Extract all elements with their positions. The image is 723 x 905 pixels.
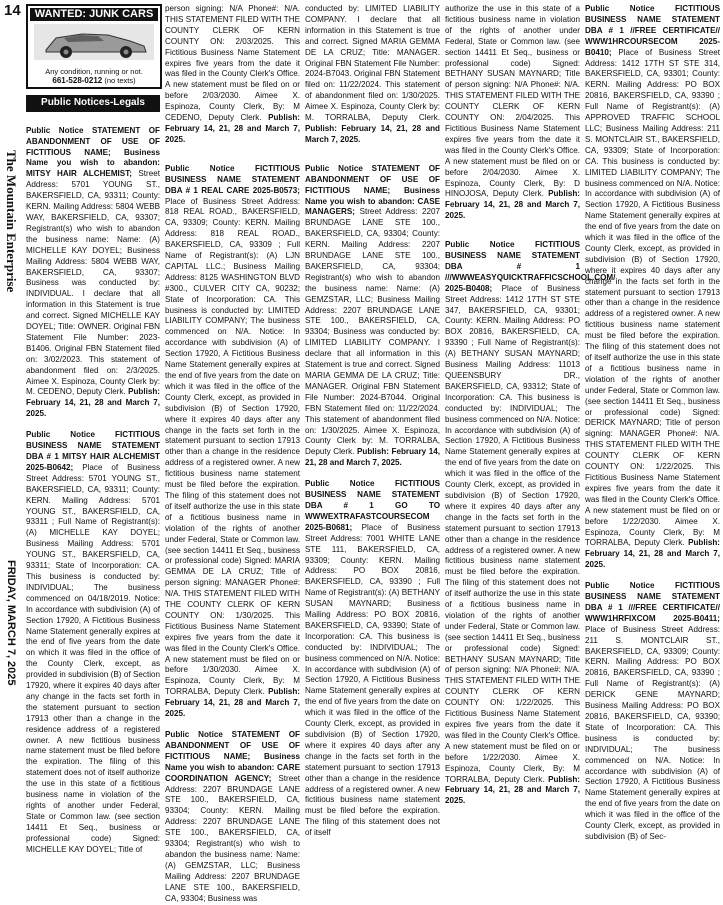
column-2 [165,4,301,903]
notice-body: Place of Business Street Address: 5701 YOUNG ST., BAKERSFIELD, CA, 93311; County: KERN. Mailing Address: 5701 YOUNG ST., BAKERSFIELD, CA, 93311 ; Full Name of Registrant(s): (A) MICHELLE KAY DOYEL; Business Mailing Address: 5701 YOUNG ST., BAKERSFIELD, CA, 93311; State of Incorporation: CA. This business is conducted by: INDIVIDUAL; The business commenced on 04/18/2019. Notice: In accordance with subdivision (A) of Section 17920, A Fictitious Business Name Statement generally expires at the end of five years from the date on which it was filed in the office of the County Clerk, except, as provided in subdivision (B) of Section 17920, where it expires 40 days after any change in the facts set forth in the statement pursuant to section 17913 other than a change in the residence address of a registered owner. A new fictitious business name statement must be filed before the expiration. The filing of this statement does not of itself authorize the use in this state of a fictitious business name in violation of the rights of another under Federal, State or Common law. (see section 14411 Et Seq., business or professional code) Signed: MICHELLE KAY DOYEL; Title of [26,462,160,854]
notice-body: Place of Business Street Address: 7001 WHITE LANE STE 111, BAKERSFIELD, CA, 93309; County: KERN. Mailing Address: PO BOX 20816, BAKERSFIELD, CA, 93390 ; Full Name of Registrant(s): (A) BETHANY SUSAN MAYNARD; Business Mailing Address: PO BOX 20816, BAKERSFIELD, CA, 93390; State of Incorporation: CA. This business is conducted by: INDIVIDUAL; The business commenced on N/A. Notice: In accordance with subdivision (A) of Section 17920, A Fictitious Business Name Statement generally expires at the end of five years from the date on which it was filed in the office of the County Clerk, except, as provided in subdivision (B) of Section 17920, where it expires 40 days after any change in the facts set forth in the statement pursuant to section 17913 other than a change in the residence address of a registered owner. A new fictitious business name statement must be filed before the expiration. The filing of this statement does not of itself [305,522,441,838]
notice-body: Street Address: 2207 BRUNDAGE LANE STE 100., BAKERSFIELD, CA, 93304; County: KERN. Mailing Address: 2207 BRUNDAGE LANE STE 100., BAKERSFIELD, CA, 93304; Registrant(s) who wish to abandon the business name: Name: (A) GEMZSTAR, LLC; Business Mailing Address: 2207 BRUNDAGE LANE STE 100., BAKERSFIELD, CA, 93304; Business was [165,773,301,903]
column-3 [305,4,440,847]
notice-body: Place of Business Street Address: 1412 17TH ST STE 314, BAKERSFIELD, CA, 93301; County: KERN. Mailing Address: PO BOX 20816, BAKERSFIELD, CA, 93390 ; Full Name of Registrant(s): (A) APPROVED TRAFFIC SCHOOL LLC; Business Mailing Address: 211 S. MONTCLAIR ST., BAKERSFIELD, CA, 93309; State of Incorporation: CA. This business is conducted by: LIMITED LIABILITY COMPANY; The business commenced on N/A. Notice: In accordance with subdivision (A) of Section 17920, A Fictitious Business Name Statement generally expires at the end of five years from the date on which it was filed in the office of the County Clerk, except, as provided in subdivision (B) of Section 17920, where it expires 40 days after any change in the facts set forth in the statement pursuant to section 17913 other than a change in the residence address of a registered owner. A new fictitious business name statement must be filed before the expiration. The filing of this statement does not of itself authorize the use in this state of a fictitious business name in violation of the rights of another under Federal, State or Common law. (see section 14411 Et Seq., business or professional code) Signed: DERICK MAYNARD; Title of person signing: MANAGER Phone#: N/A. THIS STATEMENT FILED WITH THE COUNTY CLERK OF KERN COUNTY ON: 1/22/2025. This Fictitious Business Name Statement expires five years from the date it was filed in the County Clerk's Office. A new statement must be filed on or before 1/22/2030. Aimee X. Espinoza, County Clerk, By: M TORRALBA, Deputy Clerk. [585,47,721,548]
notice-publish: Publish: February 14, 21, 28 and March 7, 2025. [445,774,580,806]
junk-cars-ad [26,4,162,89]
ad-phone: 661-528-0212 [52,75,103,85]
notice-publish: Publish: February 14, 21, 28 and March 7, 2025. [305,123,440,144]
notice [305,479,440,839]
notice-publish: Publish: February 14, 21, 28 and March 7, 2025. [165,113,300,144]
junk-car-image [34,24,154,60]
column-4 [445,4,616,847]
notice-body: Street Address: 2207 BRUNDAGE LANE STE 100., BAKERSFIELD, CA, 93304; County: KERN. Mailing Address: 2207 BRUNDAGE LANE STE 100., BAKERSFIELD, CA, 93304; Registrant(s) who wish to abandon the business name: Name: (A) GEMZSTAR, LLC; Business Mailing Address: 2207 BRUNDAGE LANE STE 100., BAKERSFIELD, CA, 93304; Business was conducted by: LIMITED LIABILITY COMPANY. I declare that all information in this Statement is true and correct. Signed MARIA GEMMA DE LA CRUZ; Title: MANAGER. Original FBN Statement File Number: 2024-B7044. Original FBN Statement filed on: 11/22/2024. This statement of abandonment filed on: 1/30/2025. Aimee X. Espinoza, County Clerk by: M. TORRALBA, Deputy Clerk. [305,207,441,457]
notice-title: Public Notice FICTITIOUS BUSINESS NAME STATEMENT DBA # 1 GO TO WWWEXTRAFASTCOURSECOM 2025-B0681; [305,479,440,532]
notice-publish: Publish: February 14, 21, 28 and March 7, 2025. [445,189,580,221]
notice-body: person signing: N/A Phone#: N/A. THIS STATEMENT FILED WITH THE COUNTY CLERK OF KERN COUNTY ON: 2/03/2025. This Fictitious Business Name Statement expires five years from the date it was filed in the County Clerk's Office. A new statement must be filed on or before 2/03/2030. Aimee X. Espinoza, County Clerk, By: M CEDENO, Deputy Clerk. [165,4,300,123]
ad-body: Any condition, running or not. [45,66,143,76]
notice-publish: Publish: February 14, 21, 28 and March 7, 2025. [26,387,160,419]
notice-body: Place of Business Street Address: 818 REAL ROAD., BAKERSFIELD, CA, 93309; County: KERN. Mailing Address: 818 REAL ROAD., BAKERSFIELD, CA, 93309 ; Full Name of Registrant(s): (A) LJN CAPITAL LLC.; Business Mailing Address: 8125 WASHINGTON BLVD #300., CULVER CITY CA, 90232; State of Incorporation: CA. This business is conducted by: LIMITED LIABILITY COMPANY; The business commenced on N/A. Notice: In accordance with subdivision (A) of Section 17920, A Fictitious Business Name Statement generally expires at the end of five years from the date on which it was filed in the office of the County Clerk, except, as provided in subdivision (B) of Section 17920, where it expires 40 days after any change in the facts set forth in the statement pursuant to section 17913 other than a change in the residence address of a registered owner. A new fictitious business name statement must be filed before the expiration. The filing of this statement does not of itself authorize the use in this state of a fictitious business name in violation of the rights of another under Federal, State or Common law. (see section 14411 Et Seq., business or professional code) Signed: MARIA GEMMA DE LA CRUZ; Title of person signing: MANAGER Phone#: N/A. THIS STATEMENT FILED WITH THE COUNTY CLERK OF KERN COUNTY ON: 1/30/2025. This Fictitious Business Name Statement expires five years from the date it was filed in the County Clerk's Office. A new statement must be filed on or before 1/30/2030. Aimee X. Espinoza, County Clerk, By: M TORRALBA, Deputy Clerk. [165,196,300,697]
notice-title: Public Notice FICTITIOUS BUSINESS NAME STATEMENT DBA # 1 MITSY HAIR ALCHEMIST 2025-B0642; [26,430,160,472]
notice-title: Public Notice FICTITIOUS BUSINESS NAME STATEMENT DBA # 1 ///WWWEASYQUICKTRAFFICSCHOOL.COM/ 2025-B0408; [445,240,616,293]
notice-title: Public Notice FICTITIOUS BUSINESS NAME STATEMENT DBA # 1 REAL CARE 2025-B0573; [165,163,300,195]
notice-title: Public Notice STATEMENT OF ABANDONMENT OF USE OF FICTITIOUS NAME; Business Name you wish to abandon: CASE MANAGERS; [305,163,440,217]
notice-title: Public Notice FICTITIOUS BUSINESS NAME STATEMENT DBA # 1 //FREE CERTIFICATE// WWW1HRCOURSECOM 2025-B0410; [585,4,720,57]
paper-name: The Mountain Enterprise [4,150,19,293]
notice-body: conducted by: LIMITED LIABILITY COMPANY. I declare that all information in this Statement is true and correct. Signed MARIA GEMMA DE LA CRUZ; Title: MANAGER. Original FBN Statement File Number: 2024-B7043. Original FBN Statement filed on: 11/22/2024. This statement of abandonment filed on: 1/30/2025. Aimee X. Espinoza, County Clerk by: M. TORRALBA, Deputy Clerk. [305,4,440,123]
notice-body: Street Address: 5701 YOUNG ST., BAKERSFIELD, CA, 93311; County: KERN. Mailing Address: 5804 WEBB WAY, BAKERSFIELD, CA, 93307; Registrant(s) who wish to abandon the business name: Name: (A) MICHELLE KAY DOYEL; Business Mailing Address: 5804 WEBB WAY, BAKERSFIELD, CA, 93307; Business was conducted by: INDIVIDUAL. I declare that all information in this Statement is true and correct. Signed MICHELLE KAY DOYEL; Title: OWNER. Original FBN Statement File Number: 2023-B1406. Original FBN Statement filed on: 3/02/2023. This statement of abandonment filed on: 2/3/2025. Aimee X. Espinoza, County Clerk by: M. CEDENO, Deputy Clerk. [26,169,160,397]
side-rail [0,150,22,710]
column-1 [26,4,160,854]
page-date: FRIDAY, MARCH 7, 2025 [5,560,17,686]
column-5 [585,4,720,847]
notice-publish: Publish: February 14, 21, 28 and March 7, 2025. [165,687,300,719]
notice [26,430,160,855]
notice-continued [445,4,580,222]
notice [26,126,160,420]
ad-headline: WANTED: JUNK CARS [30,8,158,21]
notice-continued [305,4,440,146]
notice-title: Public Notice STATEMENT OF ABANDONMENT OF USE OF FICTITIOUS NAME; Business Name you wish to abandon: CARE COORDINATION AGENCY; [165,730,300,783]
notice [585,4,720,571]
notice [445,240,616,807]
notice-body: authorize the use in this state of a fictitious business name in violation of the rights of another under Federal, State or Common law. (see section 14411 Et Seq., business or professional code) Signed: BETHANY SUSAN MAYNARD; Title of person signing: N/A Phone#: N/A. THIS STATEMENT FILED WITH THE COUNTY CLERK OF KERN COUNTY ON: 2/04/2025. This Fictitious Business Name Statement expires five years from the date it was filed in the County Clerk's Office. A new statement must be filed on or before 2/04/2030. Aimee X. Espinoza, County Clerk, By: D HINOJOSA, Deputy Clerk. [445,4,580,199]
notice [305,164,440,469]
notice-publish: Publish: February 14, 21, 28 and March 7, 2025. [305,447,441,468]
section-header: Public Notices-Legals [26,95,160,112]
notice-body: Place of Business Street Address: 1412 17TH ST STE 347, BAKERSFIELD, CA, 93301; County: KERN. Mailing Address: PO BOX 20816, BAKERSFIELD, CA, 93390 ; Full Name of Registrant(s): (A) BETHANY SUSAN MAYNARD; Business Mailing Address: 11013 QUEENSBURY DR., BAKERSFIELD, CA, 93312; State of Incorporation: CA. This business is conducted by: INDIVIDUAL; The business commenced on N/A. Notice: In accordance with subdivision (A) of Section 17920, A Fictitious Business Name Statement generally expires at the end of five years from the date on which it was filed in the office of the County Clerk, except, as provided in subdivision (B) of Section 17920, where it expires 40 days after any change in the facts set forth in the statement pursuant to section 17913 other than a change in the residence address of a registered owner. A new fictitious business name statement must be filed before the expiration. The filing of this statement does not of itself authorize the use in this state of a fictitious business name in violation of the rights of another under Federal, State or Common law. (see section 14411 Et Seq., business or professional code) Signed: BETHANY SUSAN MAYNARD; Title of person signing: N/A Phone#: N/A. THIS STATEMENT FILED WITH THE COUNTY CLERK OF KERN COUNTY ON: 1/22/2025. This Fictitious Business Name Statement expires five years from the date it was filed in the County Clerk's Office. A new statement must be filed on or before 1/22/2030. Aimee X. Espinoza, County Clerk, By: M TORRALBA, Deputy Clerk. [445,283,581,784]
notice-title: Public Notice STATEMENT OF ABANDONMENT OF USE OF FICTITIOUS NAME; Business Name you wish to abandon: MITSY HAIR ALCHEMIST; [26,125,160,179]
page-number: 14 [4,2,21,19]
notice [165,730,300,905]
notice [165,164,300,720]
notice-body: Place of Business Street Address: 211 S. MONTCLAIR ST., BAKERSFIELD, CA, 93309; County: KERN. Mailing Address: PO BOX 20816, BAKERSFIELD, CA, 93390 ; Full Name of Registrant(s): (A) DERICK GENE MAYNARD; Business Mailing Address: PO BOX 20816, BAKERSFIELD, CA, 93390; State of Incorporation: CA. This business is conducted by: INDIVIDUAL; The business commenced on N/A. Notice: In accordance with subdivision (A) of Section 17920, A Fictitious Business Name Statement generally expires at the end of five years from the date on which it was filed in the office of the County Clerk, except, as provided in subdivision (B) of Sec- [585,624,720,841]
notice [585,581,720,843]
notice-publish: Publish: February 14, 21, 28 and March 7, 2025. [585,538,720,570]
notice-title: Public Notice FICTITIOUS BUSINESS NAME STATEMENT DBA # 1 ///FREE CERTIFICATE// WWW1HRFIXCOM 2025-B0411; [585,581,720,623]
notice-continued [165,4,300,146]
ad-phone-note: (no texts) [104,75,136,85]
